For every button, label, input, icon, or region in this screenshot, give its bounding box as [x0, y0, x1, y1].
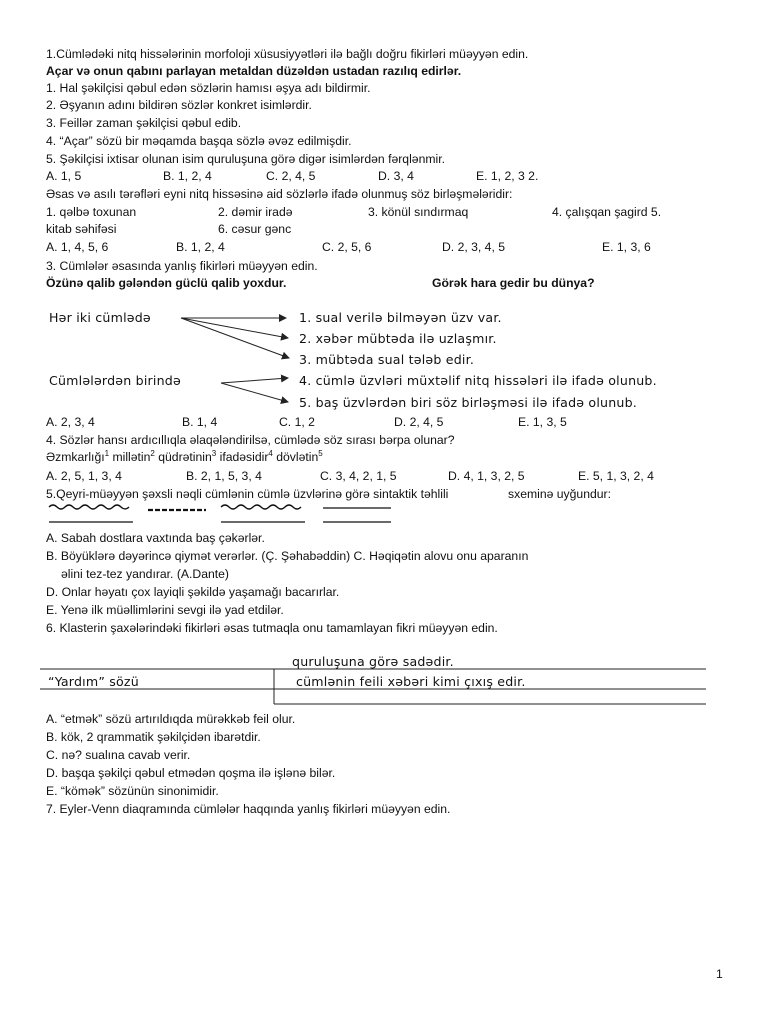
q2-answer-e: E. 1, 3, 6 — [602, 240, 651, 254]
q3-answer-c: C. 1, 2 — [279, 415, 315, 429]
q4-answer-b: B. 2, 1, 5, 3, 4 — [186, 469, 262, 483]
q4-word-1-index: 1 — [104, 448, 110, 458]
q6-option-d: D. başqa şəkilçi qəbul etmədən qoşma ilə işlənə bilər. — [46, 766, 336, 780]
q3-sentence-1: Özünə qalib gələndən güclü qalib yoxdur. — [46, 276, 287, 290]
q1-answer-b: B. 1, 2, 4 — [163, 169, 212, 183]
q6-option-a: A. “etmək” sözü artırıldıqda mürəkkəb feil olur. — [46, 712, 296, 726]
q2-item-6: 6. cəsur gənc — [218, 222, 292, 236]
q2-item-4: 4. çalışqan şagird 5. — [552, 205, 662, 219]
q3-answer-a: A. 2, 3, 4 — [46, 415, 95, 429]
q6-option-b: B. kök, 2 qrammatik şəkilçidən ibarətdir. — [46, 730, 261, 744]
q2-answer-a: A. 1, 4, 5, 6 — [46, 240, 109, 254]
q2-item-1: 1. qəlbə toxunan — [46, 205, 137, 219]
q1-sentence: Açar və onun qabını parlayan metaldan düzəldən ustadan razılıq edirlər. — [46, 64, 462, 78]
cluster-branch-top: quruluşuna görə sadədir. — [292, 654, 454, 669]
q3-arrows — [0, 0, 768, 440]
q2-item-5: kitab səhifəsi — [46, 222, 117, 236]
q5-option-b-cont: əlini tez-tez yandırar. (A.Dante) — [61, 567, 229, 581]
q1-statement-3: 3. Feillər zaman şəkilçisi qəbul edib. — [46, 116, 242, 130]
q5-option-d: D. Onlar həyatı çox layiqli şəkildə yaşamağı bacarırlar. — [46, 585, 340, 599]
q4-answer-d: D. 4, 1, 3, 2, 5 — [448, 469, 525, 483]
q3-answer-d: D. 2, 4, 5 — [394, 415, 444, 429]
q2-answer-b: B. 1, 2, 4 — [176, 240, 225, 254]
q1-answer-c: C. 2, 4, 5 — [266, 169, 316, 183]
q4-word-5: dövlətin — [276, 450, 319, 464]
q4-word-2: millətin — [112, 450, 151, 464]
q3-statement-3: 3. mübtəda sual tələb edir. — [299, 352, 475, 367]
q3-title: 3. Cümlələr əsasında yanlış fikirləri müəyyən edin. — [46, 259, 318, 273]
q4-word-1: Əzmkarlığı — [46, 450, 105, 464]
q3-statement-1: 1. sual verilə bilməyən üzv var. — [299, 310, 502, 325]
q7-title: 7. Eyler-Venn diaqramında cümlələr haqqında yanlış fikirləri müəyyən edin. — [46, 802, 451, 816]
scheme-wavy-2 — [221, 505, 301, 509]
q5-title: 5.Qeyri-müəyyən şəxsli nəqli cümlənin cümlə üzvlərinə görə sintaktik təhlili — [46, 487, 449, 501]
q1-answer-e: E. 1, 2, 3 2. — [476, 169, 539, 183]
q4-word-4: ifadəsidir — [219, 450, 269, 464]
q4-word-5-index: 5 — [318, 448, 323, 458]
cluster-branch-bottom: cümlənin feili xəbəri kimi çıxış edir. — [296, 674, 526, 689]
q6-option-e: E. “kömək” sözünün sinonimidir. — [46, 784, 219, 798]
q3-statement-4: 4. cümlə üzvləri müxtəlif nitq hissələri ilə ifadə olunub. — [299, 373, 657, 388]
q5-option-b: B. Böyüklərə dəyərincə qiymət verərlər. (Ç. Şəhabəddin) C. Həqiqətin alovu onu aparanın — [46, 549, 529, 563]
q3-statement-5: 5. baş üzvlərdən biri söz birləşməsi ilə ifadə olunub. — [299, 395, 637, 410]
q2-answer-c: C. 2, 5, 6 — [322, 240, 372, 254]
q4-answer-a: A. 2, 5, 1, 3, 4 — [46, 469, 122, 483]
q1-statement-1: 1. Hal şəkilçisi qəbul edən sözlərin hamısı əşya adı bildirmir. — [46, 81, 371, 95]
q2-item-2: 2. dəmir iradə — [218, 205, 293, 219]
q3-sentence-2: Görək hara gedir bu dünya? — [432, 276, 595, 290]
q3-statement-2: 2. xəbər mübtəda ilə uzlaşmır. — [299, 331, 497, 346]
q3-left-label-1: Hər iki cümlədə — [49, 310, 151, 325]
q3-answer-b: B. 1, 4 — [182, 415, 218, 429]
q3-left-label-2: Cümlələrdən birində — [49, 373, 181, 388]
q1-statement-4: 4. “Açar” sözü bir məqamda başqa sözlə əvəz edilmişdir. — [46, 134, 352, 148]
q6-option-c: C. nə? sualına cavab verir. — [46, 748, 191, 762]
cluster-lines — [0, 660, 768, 710]
q4-word-3: qüdrətinin — [158, 450, 212, 464]
q2-title: Əsas və asılı tərəfləri eyni nitq hissəsinə aid sözlərlə ifadə olunmuş söz birləşmələridir: — [46, 187, 513, 201]
q3-answer-e: E. 1, 3, 5 — [518, 415, 567, 429]
q1-answer-a: A. 1, 5 — [46, 169, 82, 183]
q1-title: 1.Cümlədəki nitq hissələrinin morfoloji xüsusiyyətləri ilə bağlı doğru fikirləri müəyyən edin. — [46, 47, 529, 61]
q4-title: 4. Sözlər hansı ardıcıllıqla əlaqələndirilsə, cümlədə söz sırası bərpa olunar? — [46, 433, 455, 447]
q4-word-2-index: 2 — [150, 448, 155, 458]
q1-statement-5: 5. Şəkilçisi ixtisar olunan isim quruluşuna görə digər isimlərdən fərqlənmir. — [46, 152, 445, 166]
q2-item-3: 3. könül sındırmaq — [368, 205, 469, 219]
q4-answer-c: C. 3, 4, 2, 1, 5 — [320, 469, 397, 483]
scheme-wavy-1 — [49, 505, 129, 509]
q4-answer-e: E. 5, 1, 3, 2, 4 — [578, 469, 654, 483]
q4-words — [46, 449, 323, 465]
q1-statement-2: 2. Əşyanın adını bildirən sözlər konkret isimlərdir. — [46, 98, 312, 112]
cluster-word: “Yardım” sözü — [48, 674, 139, 689]
q5-option-a: A. Sabah dostlara vaxtında baş çəkərlər. — [46, 531, 265, 545]
q5-option-e: E. Yenə ilk müəllimlərini sevgi ilə yad etdilər. — [46, 603, 284, 617]
q1-answer-d: D. 3, 4 — [378, 169, 414, 183]
page-number: 1 — [716, 967, 723, 981]
q4-word-4-index: 4 — [268, 448, 273, 458]
q4-word-3-index: 3 — [211, 448, 217, 458]
q6-title: 6. Klasterin şaxələrindəki fikirləri əsas tutmaqla onu tamamlayan fikri müəyyən edin. — [46, 621, 498, 635]
q2-answer-d: D. 2, 3, 4, 5 — [442, 240, 506, 254]
q5-title-tail: sxeminə uyğundur: — [508, 487, 611, 501]
syntax-scheme — [0, 500, 420, 530]
